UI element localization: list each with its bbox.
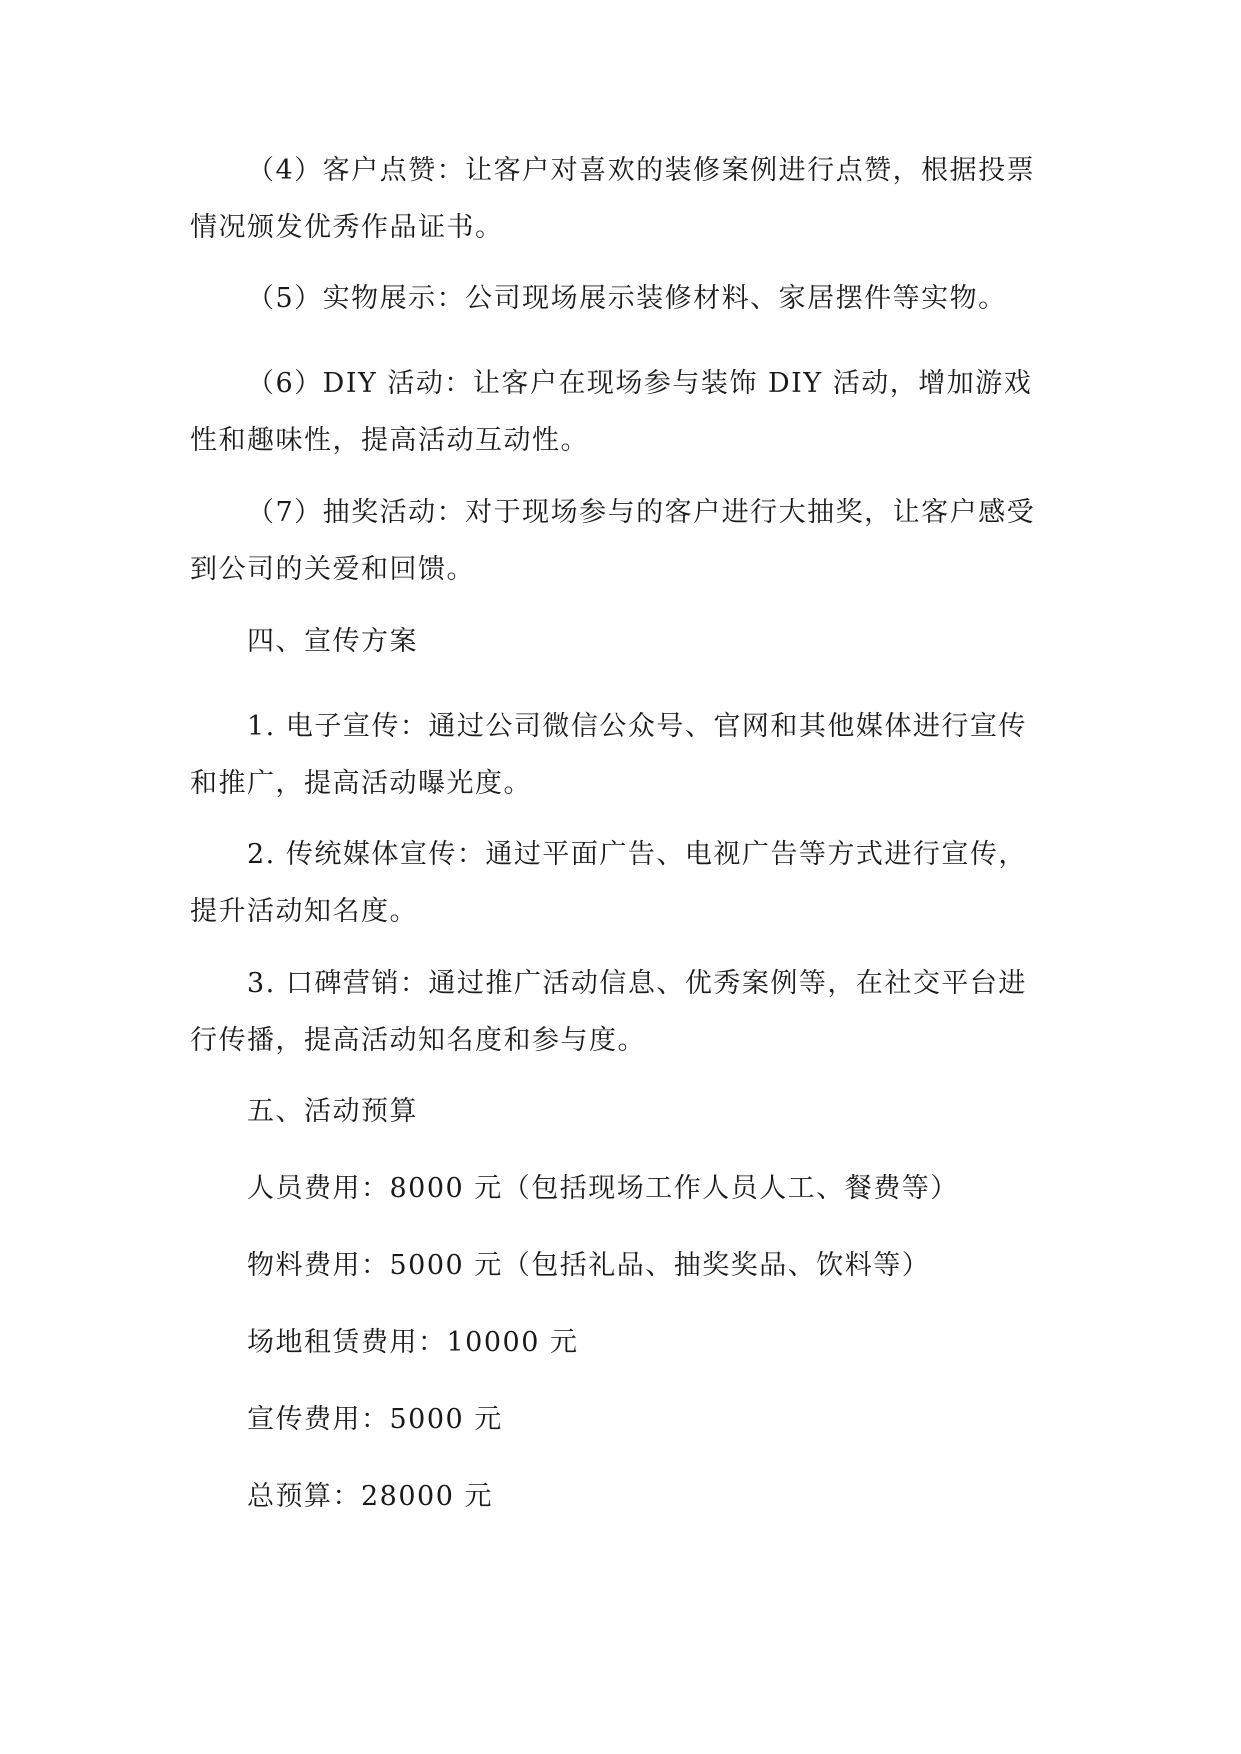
paragraph-electronic-promotion: 1. 电子宣传：通过公司微信公众号、官网和其他媒体进行宣传和推广，提高活动曝光度。: [190, 711, 1027, 799]
budget-total: 总预算：28000 元: [247, 1481, 493, 1512]
paragraph-customer-likes: （4）客户点赞：让客户对喜欢的装修案例进行点赞，根据投票情况颁发优秀作品证书。: [190, 155, 1036, 243]
budget-item-venue: 场地租赁费用：10000 元: [247, 1327, 579, 1358]
paragraph-diy-activity: （6）DIY 活动：让客户在现场参与装饰 DIY 活动，增加游戏性和趣味性，提高活动互动性。: [190, 368, 1033, 456]
paragraph-word-of-mouth: 3. 口碑营销：通过推广活动信息、优秀案例等，在社交平台进行传播，提高活动知名度和参与度。: [190, 968, 1027, 1056]
budget-item-promotion: 宣传费用：5000 元: [247, 1404, 503, 1435]
paragraph-physical-display: （5）实物展示：公司现场展示装修材料、家居摆件等实物。: [247, 283, 1007, 314]
budget-item-staff: 人员费用：8000 元（包括现场工作人员人工、餐费等）: [247, 1173, 959, 1204]
section-heading-promotion: 四、宣传方案: [247, 626, 418, 657]
budget-item-materials: 物料费用：5000 元（包括礼品、抽奖奖品、饮料等）: [247, 1250, 931, 1281]
paragraph-lottery: （7）抽奖活动：对于现场参与的客户进行大抽奖，让客户感受到公司的关爱和回馈。: [190, 497, 1036, 585]
paragraph-traditional-media: 2. 传统媒体宣传：通过平面广告、电视广告等方式进行宣传，提升活动知名度。: [190, 839, 1027, 927]
section-heading-budget: 五、活动预算: [247, 1096, 418, 1127]
